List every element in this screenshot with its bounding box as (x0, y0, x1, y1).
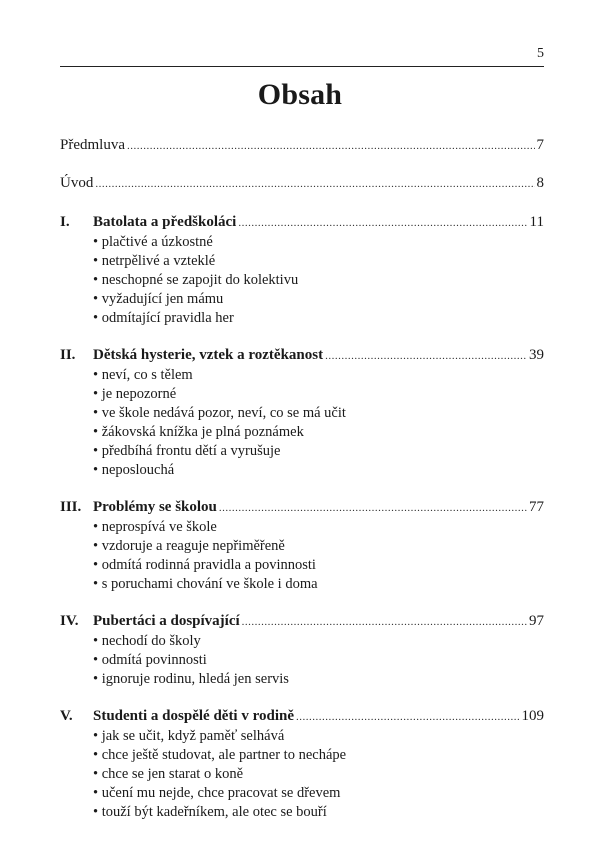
toc-chapter-2 (60, 346, 544, 366)
toc-entry-introduction (60, 174, 544, 194)
leader-dots (325, 347, 527, 366)
chapter-3-subtopics (60, 518, 544, 594)
toc-chapter-1 (60, 213, 544, 233)
chapter-2-subtopics (60, 366, 544, 480)
list-item: • ignoruje rodinu, hledá jen servis (93, 670, 544, 689)
list-item: • chce se jen starat o koně (93, 765, 544, 784)
list-item: • nechodí do školy (93, 632, 544, 651)
header-rule (60, 66, 544, 67)
list-item: • žákovská knížka je plná poznámek (93, 423, 544, 442)
chapter-page: 11 (529, 214, 544, 230)
table-of-contents (60, 136, 544, 822)
toc-entry-label: Předmluva (60, 137, 125, 153)
list-item: • touží být kadeřníkem, ale otec se bouří (93, 803, 544, 822)
list-item: • neschopné se zapojit do kolektivu (93, 271, 544, 290)
list-item: • odmítá povinnosti (93, 651, 544, 670)
chapter-page: 97 (529, 613, 544, 629)
chapter-title: Batolata a předškoláci (93, 214, 237, 230)
list-item: • předbíhá frontu dětí a vyrušuje (93, 442, 544, 461)
chapter-number: II. (60, 347, 76, 363)
list-item: • učení mu nejde, chce pracovat se dřevem (93, 784, 544, 803)
list-item: • neprospívá ve škole (93, 518, 544, 537)
toc-entry-page: 7 (536, 137, 544, 153)
chapter-number: III. (60, 499, 82, 515)
toc-chapter-5 (60, 707, 544, 727)
toc-chapter-3 (60, 498, 544, 518)
list-item: • s poruchami chování ve škole i doma (93, 575, 544, 594)
list-item: • neví, co s tělem (93, 366, 544, 385)
list-item: • odmítá rodinná pravidla a povinnosti (93, 556, 544, 575)
toc-entry-preface (60, 136, 544, 156)
page-number: 5 (537, 46, 544, 61)
chapter-title: Pubertáci a dospívající (93, 613, 240, 629)
chapter-1-subtopics (60, 233, 544, 328)
chapter-page: 39 (529, 347, 544, 363)
list-item: • vyžadující jen mámu (93, 290, 544, 309)
list-item: • plačtivé a úzkostné (93, 233, 544, 252)
chapter-5-subtopics (60, 727, 544, 822)
leader-dots (219, 499, 527, 518)
list-item: • neposlouchá (93, 461, 544, 480)
chapter-title: Problémy se školou (93, 499, 217, 515)
leader-dots (242, 613, 527, 632)
leader-dots (296, 708, 520, 727)
chapter-4-subtopics (60, 632, 544, 689)
list-item: • vzdoruje a reaguje nepřiměřeně (93, 537, 544, 556)
leader-dots (238, 214, 527, 233)
leader-dots (127, 137, 535, 156)
chapter-number: IV. (60, 613, 79, 629)
toc-entry-label: Úvod (60, 175, 94, 191)
page-title: Obsah (257, 78, 343, 111)
list-item: • chce ještě studovat, ale partner to nechápe (93, 746, 544, 765)
list-item: • jak se učit, když paměť selhává (93, 727, 544, 746)
chapter-page: 77 (529, 499, 544, 515)
chapter-title: Dětská hysterie, vztek a roztěkanost (93, 347, 324, 363)
chapter-title: Studenti a dospělé děti v rodině (93, 708, 294, 724)
toc-entry-page: 8 (536, 175, 544, 191)
chapter-page: 109 (521, 708, 544, 724)
toc-chapter-4 (60, 612, 544, 632)
list-item: • netrpělivé a vzteklé (93, 252, 544, 271)
list-item: • odmítající pravidla her (93, 309, 544, 328)
chapter-number: I. (60, 214, 70, 230)
chapter-number: V. (60, 708, 73, 724)
list-item: • je nepozorné (93, 385, 544, 404)
list-item: • ve škole nedává pozor, neví, co se má učit (93, 404, 544, 423)
leader-dots (95, 175, 534, 194)
